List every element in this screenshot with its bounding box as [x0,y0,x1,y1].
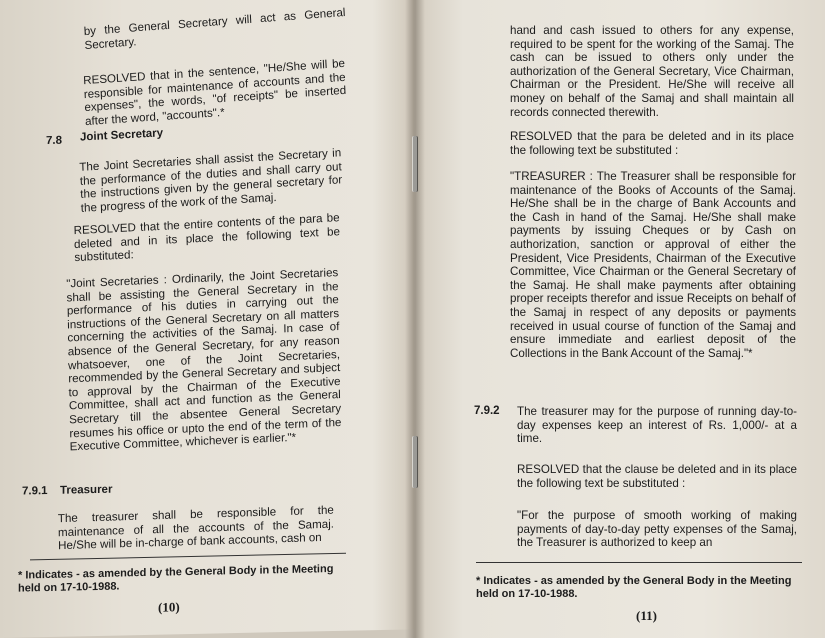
footnote-right: * Indicates - as amended by the General Body in the Meeting held on 17-10-1988. [476,575,792,600]
quote-treasurer: "TREASURER : The Treasurer shall be responsible for maintenance of the Books of Accounts of the Samaj. He/She shall be in the charge of Bank Accounts and the Cash in hand of the Samaj. He/She shall make payments by issuing Cheques or by Cash on authorization, sanction or approval of either the President, Vice Presidents, Chairman of the Executive Committee, Vice Chairman or the General Secretary of the Samaj. He shall make payments after obtaining proper receipts therefor and issue Receipts on behalf of the Samaj in respect of any deposits or payments received in usual course of function of the Samaj and ensure immediate and earliest deposit of the Collections in the Bank Account of the Samaj."* [510,170,796,360]
resolved-receipts: RESOLVED that in the sentence, "He/She will be responsible for maintenance of accounts and the expenses", the words, "of receipts" be inserted after the word, "accounts".* [82,56,347,128]
heading-joint-secretary: Joint Secretary [79,127,164,144]
staple-top [412,136,418,192]
page-number-right: (11) [636,608,657,623]
resolved-clause: RESOLVED that the clause be deleted and in its place the following text be substituted : [517,463,797,490]
resolved-joint-secretary: RESOLVED that the entire contents of the para be deleted and in its place the following text be substituted: [73,211,341,265]
heading-treasurer: Treasurer [60,483,113,497]
page-number-left: (10) [158,599,180,615]
paragraph-treasurer: The treasurer shall be responsible for the maintenance of all the accounts of the Samaj. He/She will be in-charge of bank accounts, cash on [57,503,335,553]
book-spine [405,0,425,638]
paragraph-joint-secretary: The Joint Secretaries shall assist the Secretary in the performance of the duties and shall carry out the instructions given by the general secretary for the progress of the work of the Samaj. [79,146,343,215]
paragraph-cash-in-hand: hand and cash issued to others for any expense, required to be spent for the working of the Samaj. The cash can be issued to others only under the authorization of the General Secretary, Vice Chairman, Chairman or the President. He/She will receive all money on behalf of the Samaj and shall maintain all records connected therewith. [510,24,794,119]
paragraph-day-to-day-expenses: The treasurer may for the purpose of running day-to-day expenses keep an interest of Rs. 1,000/- at a time. [517,405,797,446]
paragraph-general-secretary-end: by the General Secretary will act as General Secretary. [83,5,346,52]
resolved-treasurer-para: RESOLVED that the para be deleted and in its place the following text be substituted : [510,130,794,157]
staple-bottom [412,436,418,488]
section-number-7-9-2: 7.9.2 [474,405,500,417]
footnote-divider [476,562,802,563]
quote-petty-expenses: "For the purpose of smooth working of making payments of day-to-day petty expenses of the Samaj, the Treasurer is authorized to keep an [517,509,797,550]
section-number-7-8: 7.8 [46,134,62,148]
section-number-7-9-1: 7.9.1 [22,485,48,498]
footnote-divider [30,553,346,561]
footnote-left: * Indicates - as amended by the General Body in the Meeting held on 17-10-1988. [18,563,334,595]
right-page [414,0,825,638]
quote-joint-secretaries: "Joint Secretaries : Ordinarily, the Joint Secretaries shall be assisting the General Secretary in the performance of his duties in carrying out the instructions of the General Secretary on all matters concerning the activities of the Samaj. In case of absence of the General Secretary, for any reason whatsoever, one of the Joint Secretaries, recommended by the General Secretary and subject to approval by the Chairman of the Executive Committee, shall act and function as the General Secretary till the absentee General Secretary resumes his office or upto the end of the term of the Executive Committee, whichever is earlier."* [66,266,342,454]
